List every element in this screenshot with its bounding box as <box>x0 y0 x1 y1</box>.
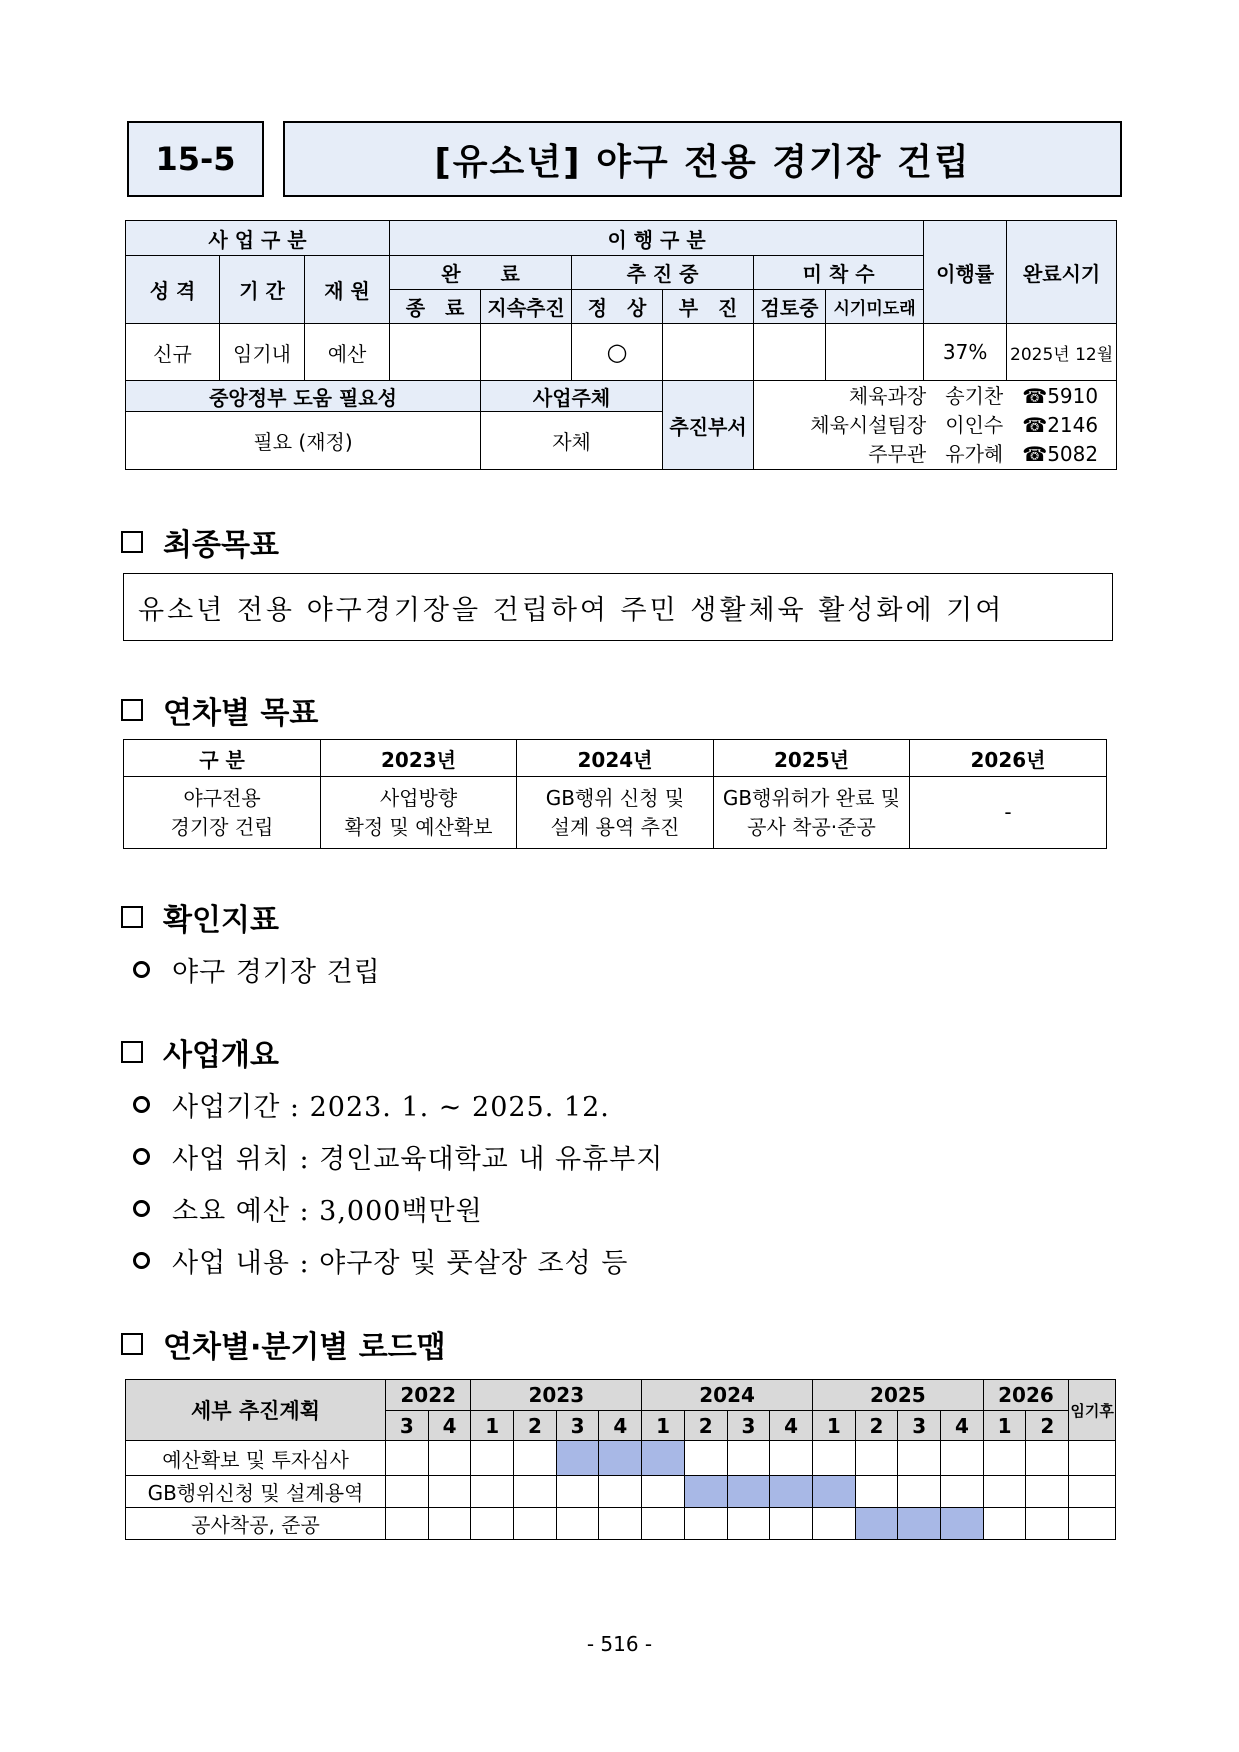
gantt-empty-cell <box>599 1476 642 1508</box>
header-seonggyeok: 성 격 <box>126 256 220 324</box>
value-wanryo-sigi: 2025년 12월 <box>1007 324 1117 381</box>
overview-item: 소요 예산 : 3,000백만원 <box>133 1189 483 1228</box>
quarter-header: 4 <box>599 1411 642 1441</box>
quarter-header: 1 <box>983 1411 1026 1441</box>
contact-row: 주무관 유가혜 ☎5082 <box>868 441 1099 466</box>
value-seonggyeok: 신규 <box>126 324 220 381</box>
quarter-header: 2 <box>514 1411 557 1441</box>
circle-bullet-icon <box>133 1252 150 1269</box>
gantt-empty-cell <box>386 1476 429 1508</box>
gantt-empty-cell <box>983 1441 1026 1476</box>
circle-bullet-icon <box>133 1200 150 1217</box>
quarter-header: 3 <box>556 1411 599 1441</box>
overview-item: 사업 내용 : 야구장 및 풋살장 조성 등 <box>133 1241 628 1280</box>
gantt-empty-cell <box>599 1508 642 1540</box>
section-number: 15-5 <box>127 121 264 197</box>
quarter-header: 3 <box>386 1411 429 1441</box>
task-name: 공사착공, 준공 <box>126 1508 386 1540</box>
header-year: 2026년 <box>910 740 1107 777</box>
gantt-empty-cell <box>428 1476 471 1508</box>
gantt-bar-cell <box>727 1476 770 1508</box>
quarter-header: 3 <box>727 1411 770 1441</box>
yearly-cell: GB행위 신청 및 설계 용역 추진 <box>517 777 714 849</box>
header-year: 2024년 <box>517 740 714 777</box>
value-jaewon: 예산 <box>305 324 390 381</box>
circle-bullet-icon <box>133 961 150 978</box>
header-jongryo: 종 료 <box>390 290 481 324</box>
summary-table <box>125 220 1117 470</box>
header-year: 2025년 <box>714 740 910 777</box>
header-after: 임기후 <box>1069 1380 1116 1441</box>
header-jaewon: 재 원 <box>305 256 390 324</box>
gantt-bar-cell <box>898 1508 941 1540</box>
gantt-bar-cell <box>941 1508 984 1540</box>
gantt-after-cell <box>1069 1441 1116 1476</box>
value-sigi <box>826 324 924 381</box>
gantt-empty-cell <box>642 1508 685 1540</box>
header-wanryo: 완 료 <box>390 256 572 290</box>
gantt-bar-cell <box>855 1508 898 1540</box>
section-yearly-goal: 연차별 목표 <box>121 688 318 732</box>
overview-item: 사업기간 : 2023. 1. ~ 2025. 12. <box>133 1085 610 1124</box>
header-jeongsang: 정 상 <box>572 290 663 324</box>
quarter-header: 3 <box>898 1411 941 1441</box>
header-year: 2025 <box>812 1380 983 1411</box>
checkbox-square-icon <box>121 1333 143 1355</box>
gantt-empty-cell <box>642 1476 685 1508</box>
page-number: - 516 - <box>586 1632 653 1656</box>
header-bu: 추진부서 <box>663 381 754 470</box>
header-jungang: 중앙정부 도움 필요성 <box>126 381 481 412</box>
gantt-empty-cell <box>1026 1476 1069 1508</box>
value-jungang: 필요 (재정) <box>126 412 481 470</box>
header-juche: 사업주체 <box>481 381 663 412</box>
contact-row: 체육과장 송기찬 ☎5910 <box>848 383 1099 408</box>
header-sigi: 시기미도래 <box>826 290 924 324</box>
gantt-empty-cell <box>727 1441 770 1476</box>
gantt-empty-cell <box>471 1441 514 1476</box>
gantt-empty-cell <box>898 1476 941 1508</box>
gantt-empty-cell <box>1026 1441 1069 1476</box>
quarter-header: 2 <box>1026 1411 1069 1441</box>
yearly-goal-table <box>123 739 1107 849</box>
gantt-empty-cell <box>727 1508 770 1540</box>
overview-item: 사업 위치 : 경인교육대학교 내 유휴부지 <box>133 1137 663 1176</box>
gantt-empty-cell <box>386 1441 429 1476</box>
value-bujin <box>663 324 754 381</box>
gantt-empty-cell <box>770 1508 813 1540</box>
gantt-empty-cell <box>556 1476 599 1508</box>
gantt-empty-cell <box>471 1476 514 1508</box>
value-gigan: 임기내 <box>220 324 305 381</box>
gantt-bar-cell <box>770 1476 813 1508</box>
checkbox-square-icon <box>121 906 143 928</box>
gantt-bar-cell <box>556 1441 599 1476</box>
gantt-empty-cell <box>556 1508 599 1540</box>
gantt-empty-cell <box>684 1441 727 1476</box>
circle-bullet-icon <box>133 1096 150 1113</box>
gantt-empty-cell <box>770 1441 813 1476</box>
contact-list <box>754 381 1117 470</box>
gantt-empty-cell <box>514 1476 557 1508</box>
header-year: 2023 <box>471 1380 642 1411</box>
roadmap-table <box>125 1379 1116 1540</box>
quarter-header: 2 <box>855 1411 898 1441</box>
yearly-cell: GB행위허가 완료 및 공사 착공·준공 <box>714 777 910 849</box>
header-michak: 미 착 수 <box>754 256 924 290</box>
quarter-header: 1 <box>471 1411 514 1441</box>
gantt-empty-cell <box>812 1441 855 1476</box>
gantt-empty-cell <box>983 1508 1026 1540</box>
gantt-empty-cell <box>855 1441 898 1476</box>
yearly-cell: - <box>910 777 1107 849</box>
header-jisok: 지속추진 <box>481 290 572 324</box>
gantt-empty-cell <box>941 1441 984 1476</box>
gantt-after-cell <box>1069 1476 1116 1508</box>
final-goal-box: 유소년 전용 야구경기장을 건립하여 주민 생활체육 활성화에 기여 <box>123 573 1113 641</box>
gantt-bar-cell <box>684 1476 727 1508</box>
value-jongryo <box>390 324 481 381</box>
quarter-header: 1 <box>812 1411 855 1441</box>
value-geomto <box>754 324 826 381</box>
gantt-empty-cell <box>428 1508 471 1540</box>
quarter-header: 1 <box>642 1411 685 1441</box>
roadmap-task-row <box>126 1476 1116 1508</box>
header-bujin: 부 진 <box>663 290 754 324</box>
yearly-cell: 사업방향 확정 및 예산확보 <box>321 777 517 849</box>
checkbox-square-icon <box>121 699 143 721</box>
section-final-goal: 최종목표 <box>121 520 279 564</box>
row-label: 야구전용 경기장 건립 <box>124 777 321 849</box>
gantt-empty-cell <box>514 1508 557 1540</box>
circle-bullet-icon <box>133 1148 150 1165</box>
gantt-empty-cell <box>941 1476 984 1508</box>
header-plan: 세부 추진계획 <box>126 1380 386 1441</box>
contact-row: 체육시설팀장 이인수 ☎2146 <box>810 412 1099 437</box>
value-juche: 자체 <box>481 412 663 470</box>
quarter-header: 4 <box>941 1411 984 1441</box>
header-year: 2023년 <box>321 740 517 777</box>
header-year: 2026 <box>983 1380 1068 1411</box>
header-gigan: 기 간 <box>220 256 305 324</box>
quarter-header: 4 <box>428 1411 471 1441</box>
section-overview: 사업개요 <box>121 1030 279 1074</box>
checkbox-square-icon <box>121 531 143 553</box>
header-gubun: 구 분 <box>124 740 321 777</box>
section-indicator: 확인지표 <box>121 895 279 939</box>
gantt-after-cell <box>1069 1508 1116 1540</box>
gantt-empty-cell <box>684 1508 727 1540</box>
value-jisok <box>481 324 572 381</box>
header-wanryo-sigi: 완료시기 <box>1007 221 1117 324</box>
page-title: [유소년] 야구 전용 경기장 건립 <box>283 121 1122 197</box>
header-geomto: 검토중 <box>754 290 826 324</box>
quarter-header: 4 <box>770 1411 813 1441</box>
gantt-empty-cell <box>855 1476 898 1508</box>
gantt-empty-cell <box>812 1508 855 1540</box>
quarter-header: 2 <box>684 1411 727 1441</box>
header-year: 2024 <box>642 1380 813 1411</box>
gantt-bar-cell <box>599 1441 642 1476</box>
gantt-empty-cell <box>428 1441 471 1476</box>
gantt-empty-cell <box>898 1441 941 1476</box>
value-ihaengryul: 37% <box>924 324 1007 381</box>
gantt-bar-cell <box>642 1441 685 1476</box>
value-jeongsang: ○ <box>572 324 663 381</box>
gantt-empty-cell <box>471 1508 514 1540</box>
indicator-item: 야구 경기장 건립 <box>133 950 381 989</box>
checkbox-square-icon <box>121 1041 143 1063</box>
gantt-empty-cell <box>1026 1508 1069 1540</box>
task-name: GB행위신청 및 설계용역 <box>126 1476 386 1508</box>
roadmap-task-row <box>126 1508 1116 1540</box>
task-name: 예산확보 및 투자심사 <box>126 1441 386 1476</box>
section-roadmap: 연차별·분기별 로드맵 <box>121 1322 446 1366</box>
header-saeop-gubun: 사 업 구 분 <box>126 221 390 256</box>
roadmap-task-row <box>126 1441 1116 1476</box>
gantt-empty-cell <box>514 1441 557 1476</box>
header-year: 2022 <box>386 1380 471 1411</box>
gantt-empty-cell <box>983 1476 1026 1508</box>
gantt-bar-cell <box>812 1476 855 1508</box>
header-ihaeng-gubun: 이 행 구 분 <box>390 221 924 256</box>
header-chujin: 추 진 중 <box>572 256 754 290</box>
gantt-empty-cell <box>386 1508 429 1540</box>
header-ihaengryul: 이행률 <box>924 221 1007 324</box>
